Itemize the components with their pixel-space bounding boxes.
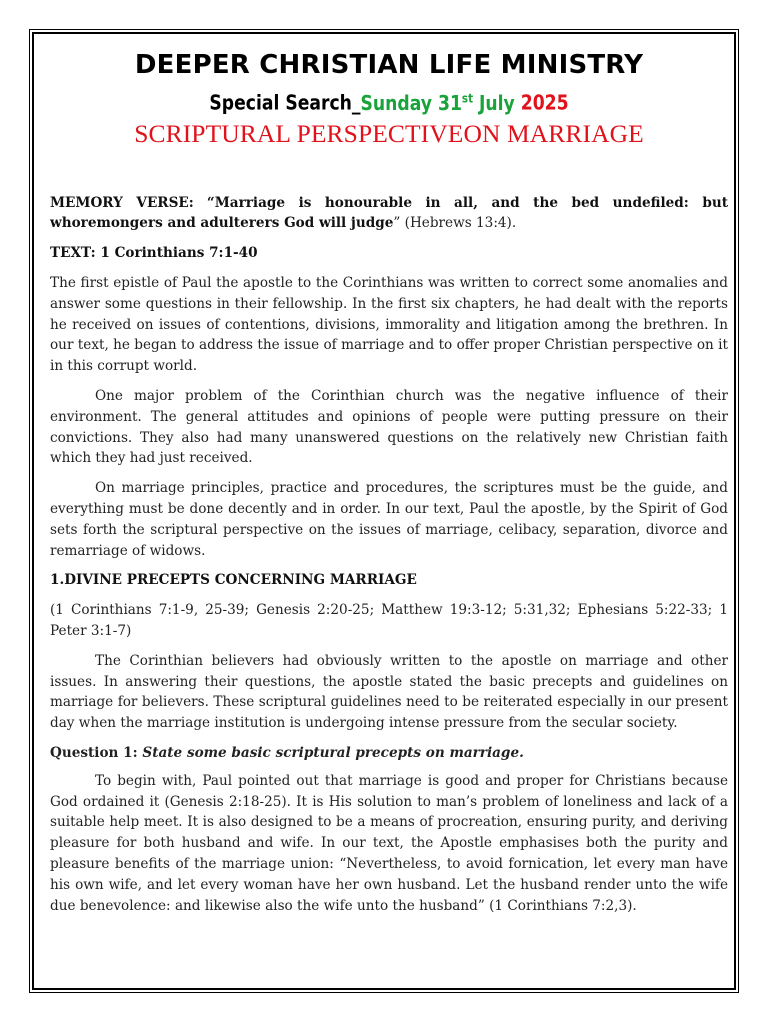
date-suffix: st <box>461 91 474 105</box>
document-content <box>50 48 728 916</box>
question-1 <box>50 743 728 764</box>
memory-verse <box>50 193 728 235</box>
subtitle-prefix: Special Search_ <box>209 90 361 115</box>
memory-verse-quote: “Marriage is honourable in all, and the bed undefiled: but whoremongers and adulterers God will judge <box>50 194 729 232</box>
section-heading: 1.DIVINE PRECEPTS CONCERNING MARRIAGE <box>50 572 417 589</box>
question-label: Question 1: <box>50 744 138 761</box>
date-day: Sunday 31 <box>360 90 462 115</box>
memory-verse-reference: ” (Hebrews 13:4). <box>393 215 517 232</box>
section-references: (1 Corinthians 7:1-9, 25-39; Genesis 2:20-25; Matthew 19:3-12; 5:31,32; Ephesians 5:22-33; 1 Peter 3:1-7) <box>50 602 728 639</box>
date-year: 2025 <box>520 90 569 115</box>
subtitle-date <box>361 91 521 115</box>
paragraph-corinthian-believers: The Corinthian believers had obviously written to the apostle on marriage and other issues. In answering their questions, the apostle stated the basic precepts and guidelines on marriage for believers. These scriptural guidelines need to be reiterated especially in our present day when the marriage institution is undergoing intense pressure from the secular society. <box>50 652 728 732</box>
lesson-subtitle <box>97 84 680 117</box>
paragraph-problem: One major problem of the Corinthian church was the negative influence of their environment. The general attitudes and opinions of people were putting pressure on their convictions. They also had many unanswered questions on the relatively new Christian faith which they had just received. <box>50 388 728 467</box>
text-reference: TEXT: 1 Corinthians 7:1-40 <box>50 245 258 262</box>
paragraph-intro: The first epistle of Paul the apostle to the Corinthians was written to correct some anomalies and answer some questions in their fellowship. In the first six chapters, he had dealt with the reports he received on issues of contentions, divisions, immorality and litigation among the brethren. In our text, he began to address the issue of marriage and to offer proper Christian perspective on it in this corrupt world. <box>50 275 728 375</box>
question-text: State some basic scriptural precepts on marriage. <box>142 744 524 761</box>
organization-title: DEEPER CHRISTIAN LIFE MINISTRY <box>134 50 644 80</box>
memory-verse-label: MEMORY VERSE: <box>50 194 194 211</box>
paragraph-answer: To begin with, Paul pointed out that marriage is good and proper for Christians because God ordained it (Genesis 2:18-25). It is His solution to man’s problem of loneliness and lack of a suitable help meet. It is also designed to be a means of procreation, ensuring purity, and deriving pleasure for both husband and wife. In our text, the Apostle emphasises both the purity and pleasure benefits of the marriage union: “Nevertheless, to avoid fornication, let every man have his own wife, and let every woman have her own husband. Let the husband render unto the wife due benevolence: and likewise also the wife unto the husband” (1 Corinthians 7:2,3). <box>50 772 728 914</box>
lesson-title: SCRIPTURAL PERSPECTIVEON MARRIAGE <box>134 118 644 148</box>
date-month: July <box>473 90 521 115</box>
paragraph-principles: On marriage principles, practice and procedures, the scriptures must be the guide, and everything must be done decently and in order. In our text, Paul the apostle, by the Spirit of God sets forth the scriptural perspective on the issues of marriage, celibacy, separation, divorce and remarriage of widows. <box>50 480 728 559</box>
